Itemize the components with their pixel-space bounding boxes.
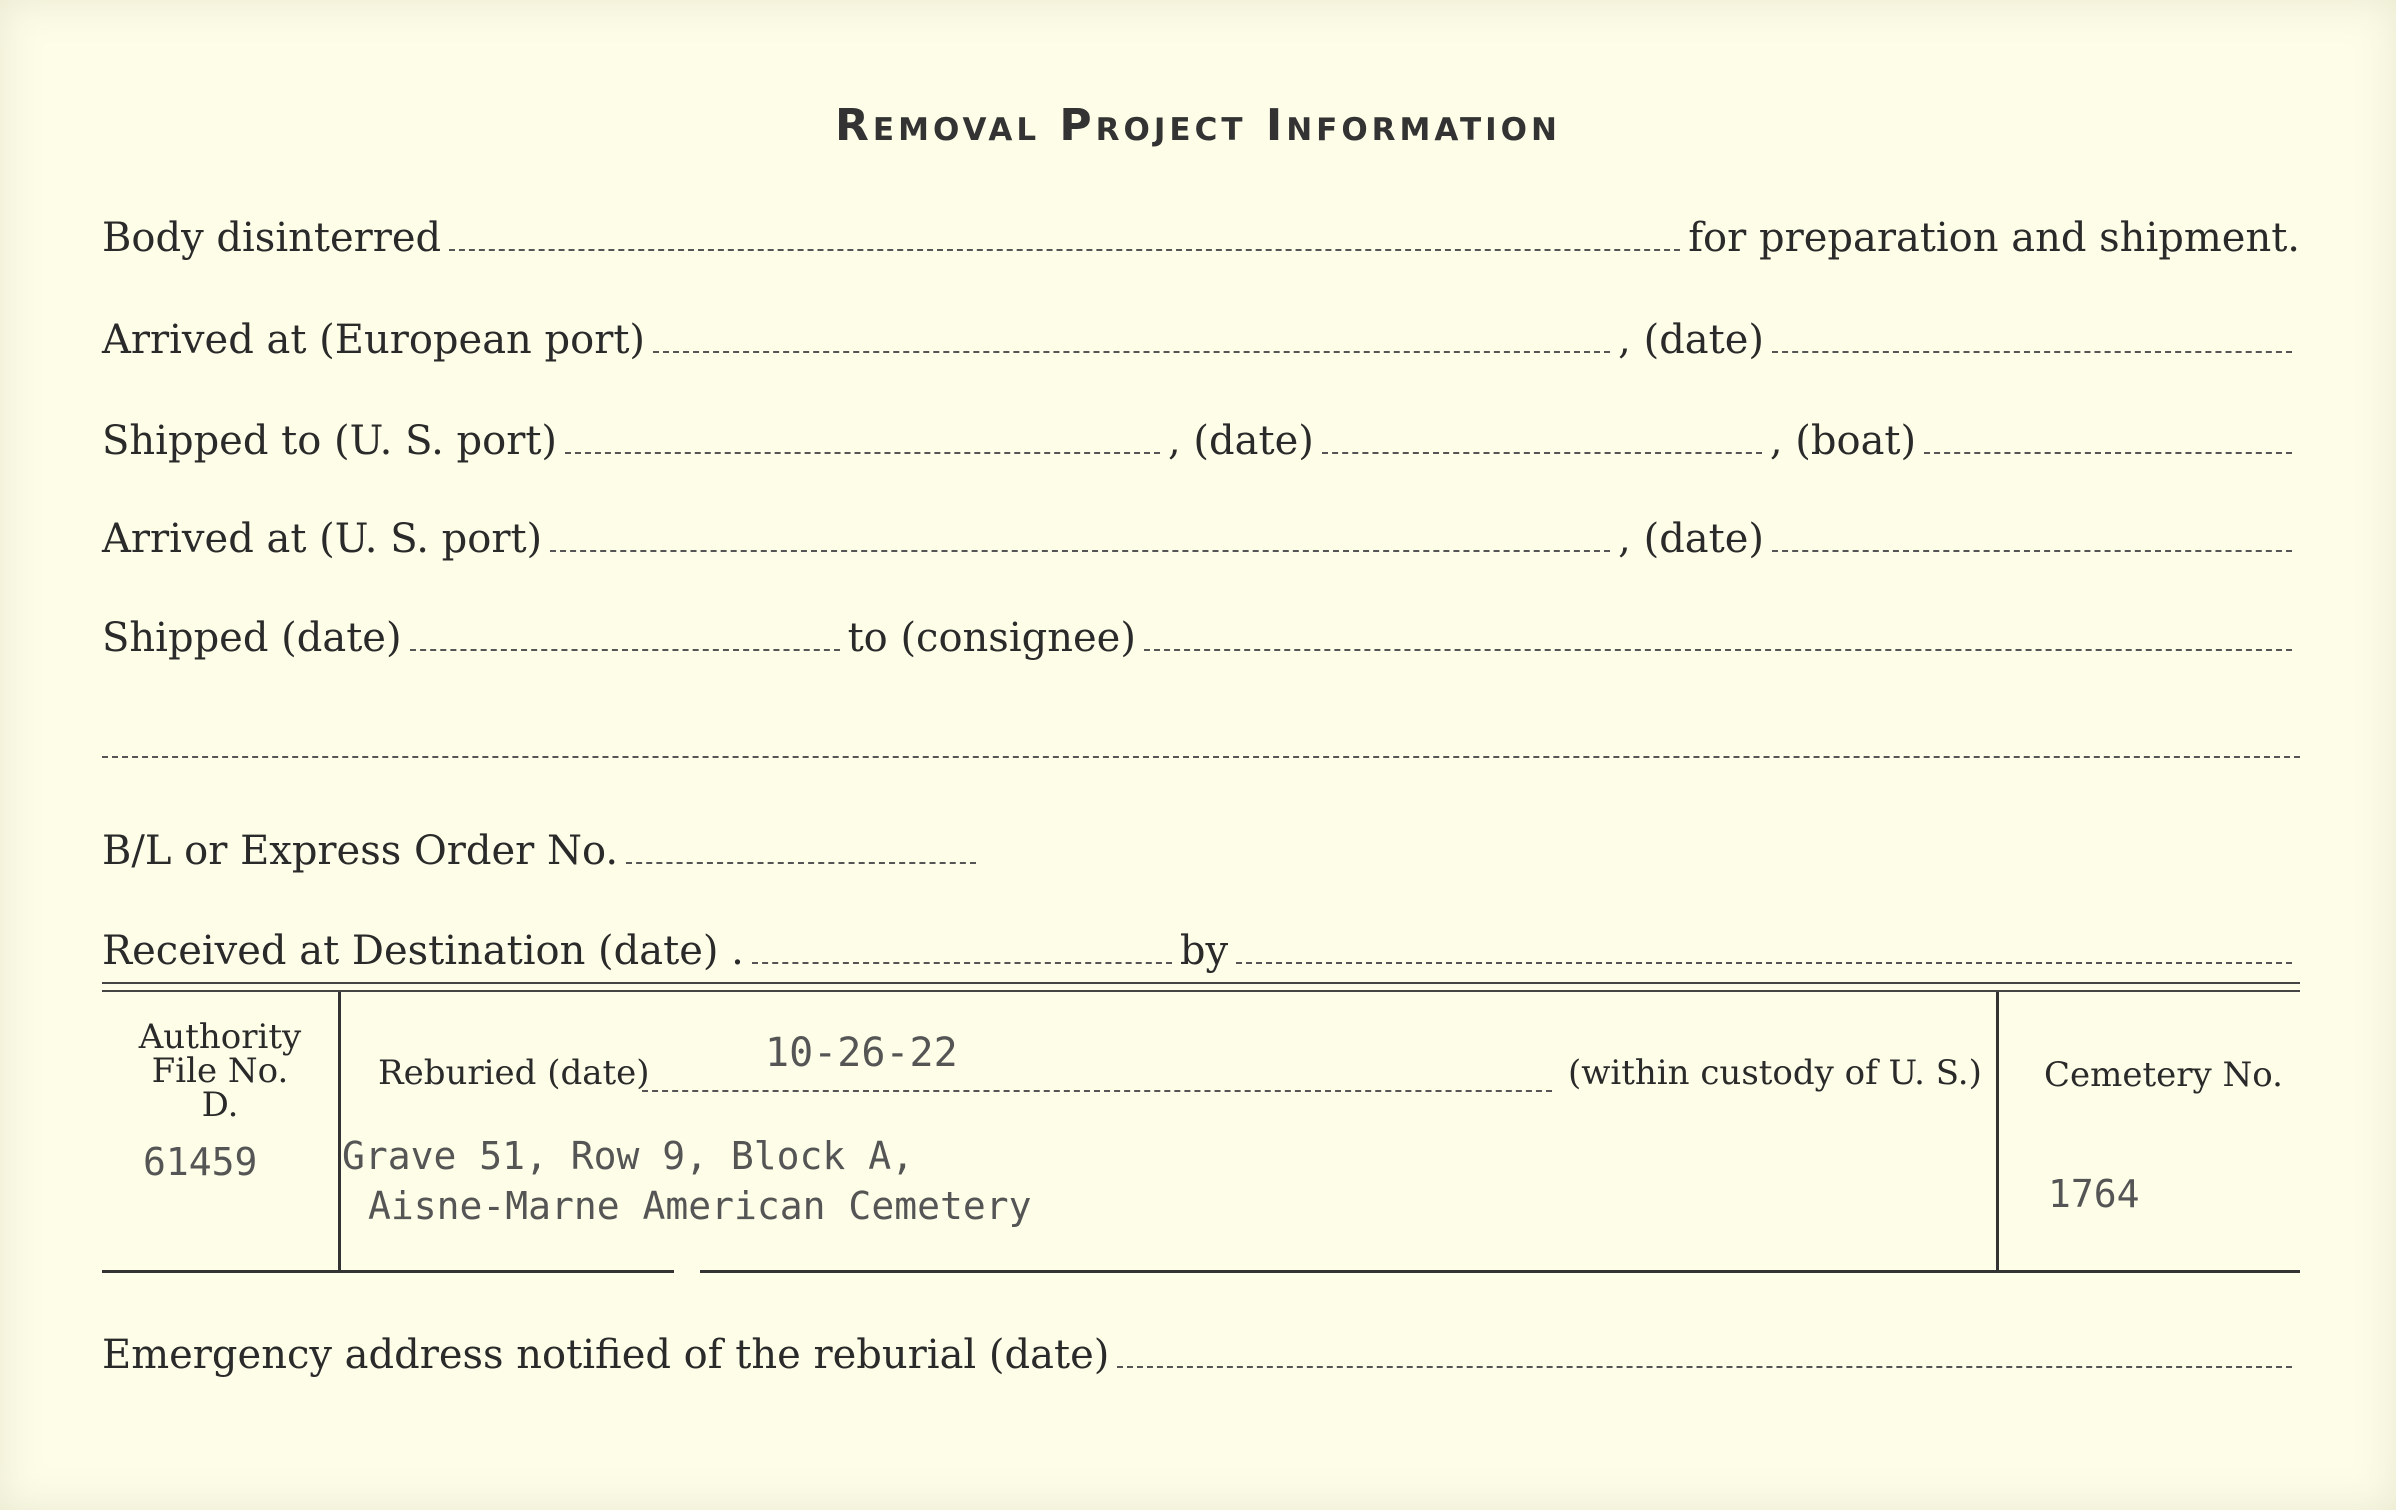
table-bottom-border-right bbox=[700, 1270, 2300, 1273]
consignee-extra-line[interactable] bbox=[102, 756, 2300, 758]
body-disinterred-label: Body disinterred bbox=[102, 215, 442, 261]
arrived-european-label: Arrived at (European port) bbox=[102, 317, 646, 363]
emergency-row bbox=[102, 1322, 2300, 1378]
authority-label-1: Authority bbox=[138, 1017, 302, 1057]
consignee-field[interactable] bbox=[1144, 649, 2292, 651]
cemetery-number-value: 1764 bbox=[2048, 1172, 2140, 1216]
grave-line-2: Aisne-Marne American Cemetery bbox=[368, 1184, 1032, 1228]
prep-shipment-label: for preparation and shipment. bbox=[1688, 215, 2300, 261]
shipped-consignee-row bbox=[102, 605, 2300, 661]
arrived-us-port-field[interactable] bbox=[550, 550, 1610, 552]
by-label: by bbox=[1179, 928, 1229, 974]
emergency-label: Emergency address notified of the reburial (date) bbox=[102, 1332, 1110, 1378]
file-number-value: 61459 bbox=[143, 1140, 258, 1184]
received-date-field[interactable] bbox=[752, 962, 1172, 964]
card-title: Removal Project Information bbox=[835, 100, 1561, 151]
received-label: Received at Destination (date) . bbox=[102, 928, 744, 974]
shipped-date-label: Shipped (date) bbox=[102, 615, 402, 661]
reburied-date-value: 10-26-22 bbox=[765, 1030, 958, 1076]
cemetery-label: Cemetery No. bbox=[2044, 1055, 2283, 1095]
boat-label: , (boat) bbox=[1769, 418, 1917, 464]
shipped-us-label: Shipped to (U. S. port) bbox=[102, 418, 557, 464]
table-divider-left bbox=[338, 992, 341, 1272]
table-divider-right bbox=[1996, 992, 1999, 1272]
european-port-field[interactable] bbox=[653, 351, 1610, 353]
european-date-field[interactable] bbox=[1772, 351, 2292, 353]
shipped-date-field-2[interactable] bbox=[410, 649, 840, 651]
date-label: , (date) bbox=[1618, 516, 1764, 562]
reburied-date-field[interactable] bbox=[642, 1090, 1552, 1092]
table-top-border bbox=[102, 982, 2300, 992]
consignee-label: to (consignee) bbox=[847, 615, 1136, 661]
reburied-label: Reburied (date) bbox=[378, 1053, 650, 1093]
received-by-field[interactable] bbox=[1236, 962, 2292, 964]
authority-label-2: File No. D. bbox=[151, 1051, 289, 1125]
date-label: , (date) bbox=[1168, 418, 1314, 464]
arrived-us-row bbox=[102, 506, 2300, 562]
shipped-date-field[interactable] bbox=[1322, 452, 1762, 454]
us-port-field[interactable] bbox=[565, 452, 1160, 454]
custody-label: (within custody of U. S.) bbox=[1568, 1053, 1982, 1093]
arrived-us-label: Arrived at (U. S. port) bbox=[102, 516, 543, 562]
bl-label: B/L or Express Order No. bbox=[102, 828, 619, 874]
arrived-european-row bbox=[102, 307, 2300, 363]
table-bottom-border-left bbox=[102, 1270, 674, 1273]
arrived-us-date-field[interactable] bbox=[1772, 550, 2292, 552]
bl-field[interactable] bbox=[626, 862, 976, 864]
received-row bbox=[102, 918, 2300, 974]
bl-row bbox=[102, 818, 2300, 874]
body-disinterred-field[interactable] bbox=[449, 249, 1680, 251]
body-disinterred-row bbox=[102, 205, 2300, 261]
date-label: , (date) bbox=[1618, 317, 1764, 363]
grave-line-1: Grave 51, Row 9, Block A, bbox=[342, 1134, 914, 1178]
shipped-us-row bbox=[102, 408, 2300, 464]
authority-header bbox=[130, 1017, 310, 1125]
emergency-date-field[interactable] bbox=[1117, 1366, 2292, 1368]
boat-field[interactable] bbox=[1924, 452, 2292, 454]
